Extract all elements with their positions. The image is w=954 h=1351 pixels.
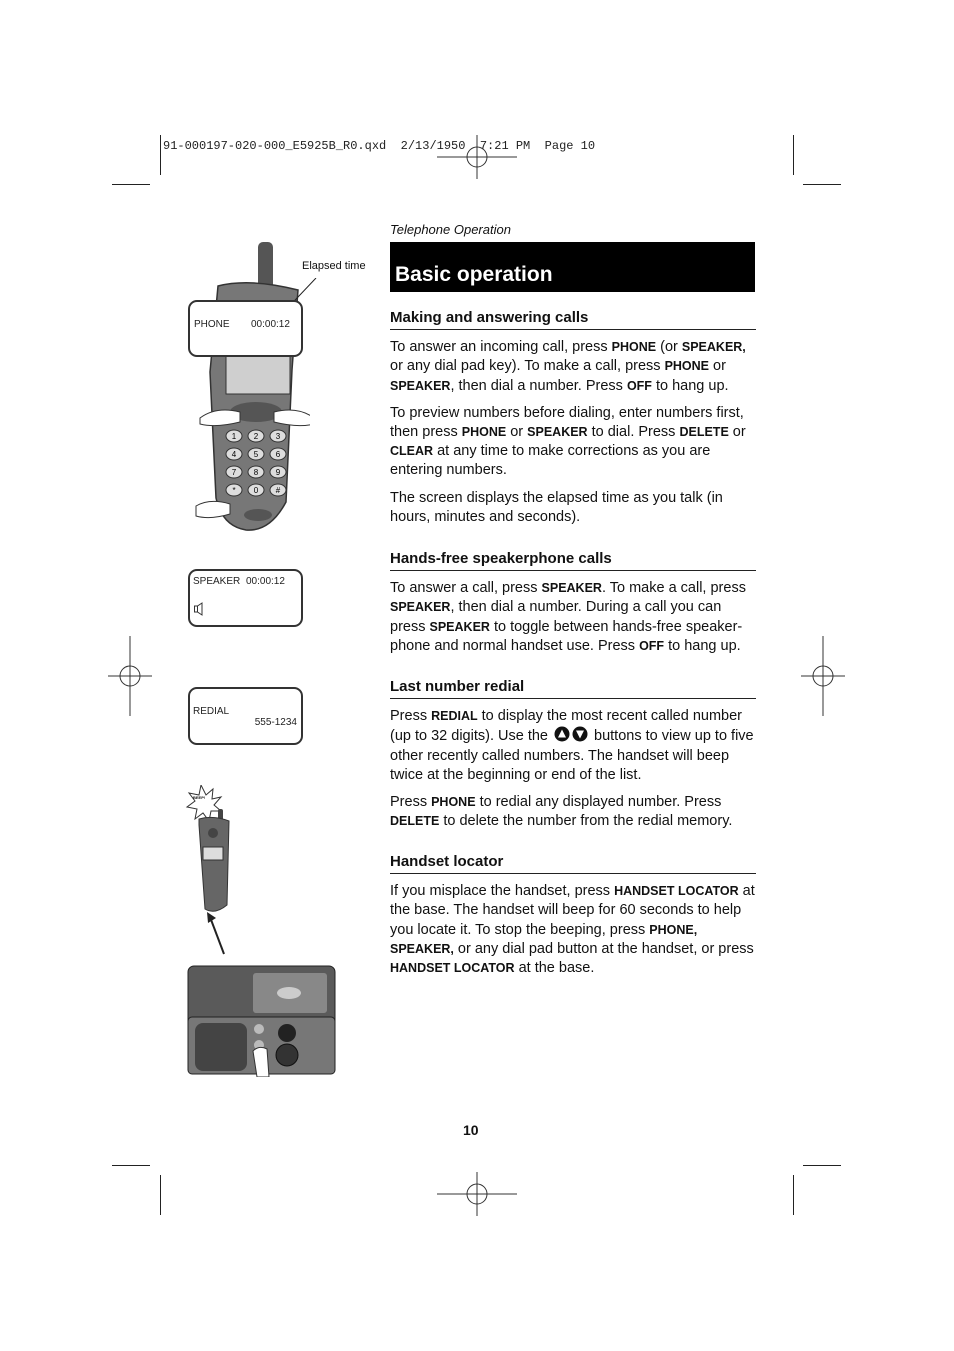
key-name: SPEAKER — [390, 378, 451, 393]
text-segment: , then dial a number. Press — [450, 377, 627, 394]
section-redial — [390, 677, 756, 839]
text-segment: , then dial a number. During a call you can press — [390, 599, 722, 635]
keypad-key-label: 9 — [275, 468, 281, 477]
crop-mark — [160, 135, 161, 175]
registration-mark-icon — [437, 135, 517, 179]
text-segment: to hang up. — [664, 637, 741, 654]
text-segment: to toggle between hands-free speaker-phone and normal handset use. Press — [390, 618, 743, 654]
keypad-key-label: 7 — [231, 468, 237, 477]
keypad-key-label: 5 — [253, 450, 259, 459]
keypad-key-label: 2 — [253, 432, 259, 441]
up-arrow-button-icon — [554, 726, 570, 742]
key-name: SPEAKER — [429, 619, 490, 634]
text-segment: (or — [656, 339, 682, 356]
section-locator — [390, 852, 756, 986]
crop-mark — [803, 1165, 841, 1166]
keypad-key-label: 8 — [253, 468, 259, 477]
arrow-icon — [205, 912, 227, 956]
key-name: OFF — [626, 378, 652, 393]
key-name: HANDSET LOCATOR — [614, 884, 739, 899]
paragraph-text: buttons to view up to five other recently called numbers. The handset will beep twice at the beginning or end of the list. — [390, 728, 754, 783]
display-number: 555-1234 — [254, 717, 297, 728]
section-heading: Hands-free speakerphone calls — [390, 549, 756, 571]
key-name: OFF — [639, 638, 665, 653]
keypad-key-label: 6 — [275, 450, 281, 459]
crop-mark — [803, 184, 841, 185]
paragraph — [390, 404, 756, 481]
text-segment: To answer an incoming call, press — [390, 339, 612, 356]
key-name: REDIAL — [431, 709, 478, 724]
text-segment: to delete the number from the redial memory. — [439, 813, 733, 830]
paragraph — [390, 579, 756, 656]
key-name: SPEAKER — [390, 600, 451, 615]
key-name: PHONE — [461, 425, 507, 440]
display-mode: REDIAL — [193, 706, 230, 717]
paragraph — [390, 882, 756, 978]
text-segment: or — [709, 358, 726, 375]
paragraph: The screen displays the elapsed time as you talk (in hours, minutes and seconds). — [390, 489, 723, 525]
section-making — [390, 308, 756, 535]
text-segment: to hang up. — [651, 377, 729, 394]
display-phone — [188, 300, 303, 357]
key-name: HANDSET LOCATOR — [390, 961, 515, 976]
section-heading: Making and answering calls — [390, 308, 756, 330]
speaker-icon — [194, 602, 204, 616]
key-name: DELETE — [390, 814, 440, 829]
crop-mark — [112, 184, 150, 185]
section-label: Telephone Operation — [390, 222, 511, 237]
display-speaker — [188, 569, 303, 627]
crop-mark — [793, 1175, 794, 1215]
key-name: PHONE — [664, 359, 710, 374]
crop-mark — [112, 1165, 150, 1166]
paragraph — [390, 707, 756, 785]
page-title: Basic operation — [395, 263, 553, 286]
section-handsfree — [390, 549, 756, 664]
title-bar — [390, 242, 755, 292]
display-time: 00:00:12 — [251, 319, 290, 330]
registration-mark-icon — [108, 636, 152, 716]
key-name: DELETE — [679, 425, 729, 440]
keypad-key-label: 0 — [253, 486, 259, 495]
display-time: 00:00:12 — [246, 576, 285, 587]
key-name: PHONE — [431, 795, 476, 810]
display-mode: SPEAKER — [193, 576, 241, 587]
text-segment: or — [506, 424, 528, 441]
text-segment: Press — [390, 794, 432, 811]
text-segment: or — [728, 424, 746, 441]
text-segment: Press — [390, 708, 432, 725]
text-segment: at the base. — [514, 960, 595, 977]
key-name: PHONE, — [649, 922, 698, 937]
text-segment: To preview numbers before dialing, enter numbers first, then press — [390, 404, 744, 441]
section-heading: Last number redial — [390, 677, 756, 699]
registration-mark-icon — [801, 636, 845, 716]
page-number: 10 — [463, 1122, 479, 1138]
registration-mark-icon — [437, 1172, 517, 1216]
text-segment: at the base. The handset will beep for 60 seconds to help you locate it. To stop the beeping, press — [390, 883, 755, 938]
paragraph — [390, 793, 756, 831]
text-segment: at any time to make corrections as you are entering numbers. — [390, 443, 711, 479]
keypad-key-label: * — [232, 486, 236, 495]
text-segment: to display the most recent called number (up to 32 digits). Use the — [390, 708, 742, 745]
text-segment: to redial any displayed number. Press — [475, 794, 722, 811]
display-redial — [188, 687, 303, 745]
text-segment: or any dial pad key). To make a call, press — [390, 358, 665, 375]
text-segment: or any dial pad button at the handset, or press — [453, 940, 754, 957]
crop-mark — [793, 135, 794, 175]
key-name: CLEAR — [390, 444, 434, 459]
crop-mark — [160, 1175, 161, 1215]
text-segment: . To make a call, press — [601, 580, 746, 597]
section-heading: Handset locator — [390, 852, 756, 874]
key-name: PHONE — [611, 340, 657, 355]
text-segment: To answer a call, press — [390, 580, 542, 597]
key-name: SPEAKER, — [390, 941, 454, 956]
beep-label: BEEP! — [193, 795, 206, 800]
text-segment: to dial. Press — [587, 424, 680, 441]
text-segment: If you misplace the handset, press — [390, 883, 615, 900]
base-unit-illustration — [187, 965, 337, 1077]
display-mode: PHONE — [194, 319, 230, 330]
paragraph — [390, 338, 756, 396]
keypad-key-label: 3 — [275, 432, 281, 441]
down-arrow-button-icon — [572, 726, 588, 742]
print-slug: 91-000197-020-000_E5925B_R0.qxd 2/13/1950 7:21 PM Page 10 — [163, 139, 596, 153]
elapsed-time-callout: Elapsed time — [302, 260, 366, 272]
keypad-key-label: # — [275, 486, 281, 495]
key-name: SPEAKER — [541, 581, 602, 596]
key-name: SPEAKER, — [681, 340, 746, 355]
small-handset-illustration — [185, 785, 240, 915]
keypad-key-label: 1 — [231, 432, 237, 441]
key-name: SPEAKER — [527, 425, 588, 440]
keypad-key-label: 4 — [231, 450, 237, 459]
